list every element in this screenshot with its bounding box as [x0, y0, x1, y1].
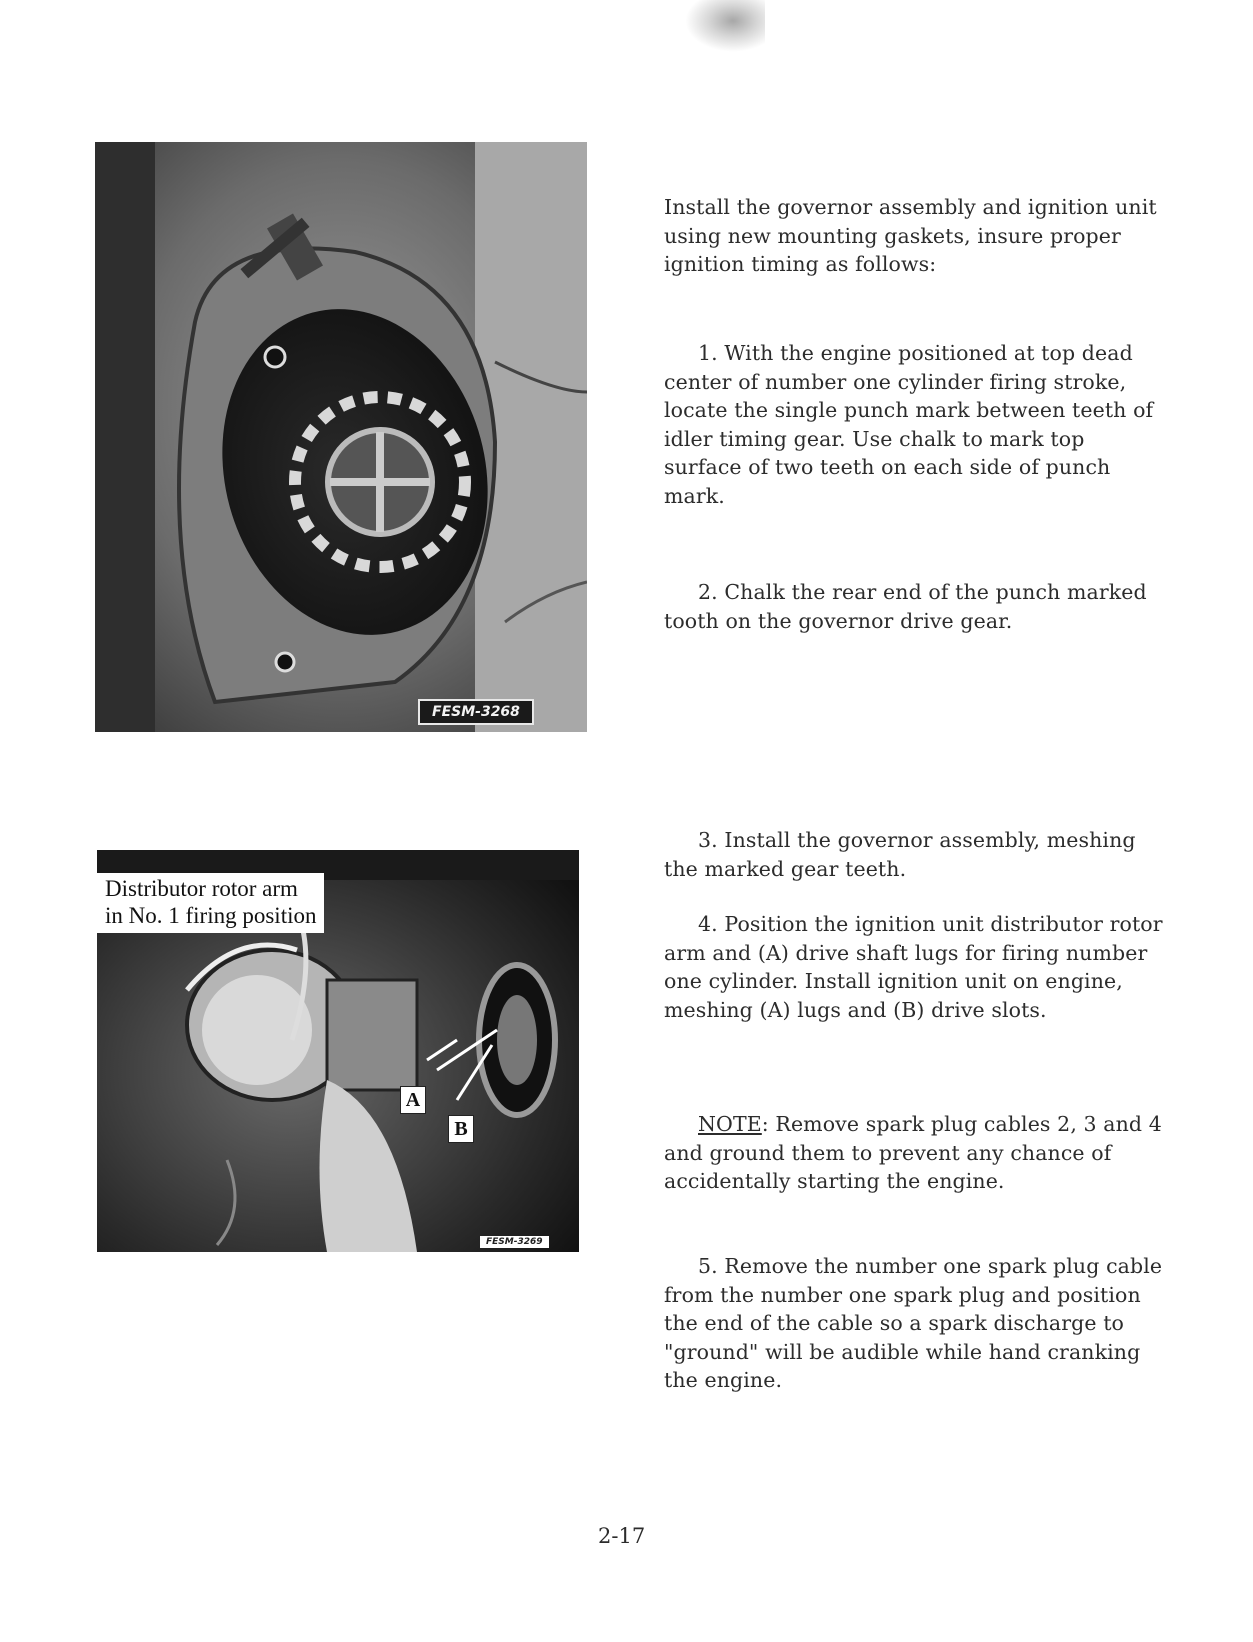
- step-1-paragraph: 1. With the engine positioned at top dead center of number one cylinder firing stroke, locate the single punch mark between teeth of idler timing gear. Use chalk to mark top surface of two teeth on each side of punch mark.: [664, 341, 1154, 508]
- page-number: 2-17: [598, 1524, 646, 1548]
- step-3-paragraph: 3. Install the governor assembly, meshing the marked gear teeth.: [664, 828, 1136, 881]
- figure-caption: Distributor rotor arm in No. 1 firing position: [97, 873, 324, 933]
- step-5-paragraph: 5. Remove the number one spark plug cable from the number one spark plug and position the end of the cable so a spark discharge to "ground" will be audible while hand cranking the engine.: [664, 1254, 1163, 1392]
- scan-artifact: [685, 0, 765, 52]
- figure-label: FESM-3269: [480, 1236, 549, 1248]
- governor-housing-photo: [95, 142, 587, 732]
- step-2-paragraph: 2. Chalk the rear end of the punch marked tooth on the governor drive gear.: [664, 580, 1147, 633]
- intro-paragraph: Install the governor assembly and ignition unit using new mounting gaskets, insure proper ignition timing as follows:: [664, 195, 1157, 276]
- figure-label: FESM-3268: [418, 699, 534, 725]
- callout-a-label: A: [400, 1086, 426, 1114]
- callout-b-label: B: [448, 1115, 474, 1143]
- step-4-paragraph: 4. Position the ignition unit distributor rotor arm and (A) drive shaft lugs for firing number one cylinder. Install ignition unit on engine, meshing (A) lugs and (B) drive slots.: [664, 912, 1163, 1022]
- note-paragraph: [664, 1110, 1164, 1196]
- note-body: : Remove spark plug cables 2, 3 and 4 and ground them to prevent any chance of accidentally starting the engine.: [664, 1112, 1162, 1193]
- note-label: NOTE: [698, 1112, 762, 1136]
